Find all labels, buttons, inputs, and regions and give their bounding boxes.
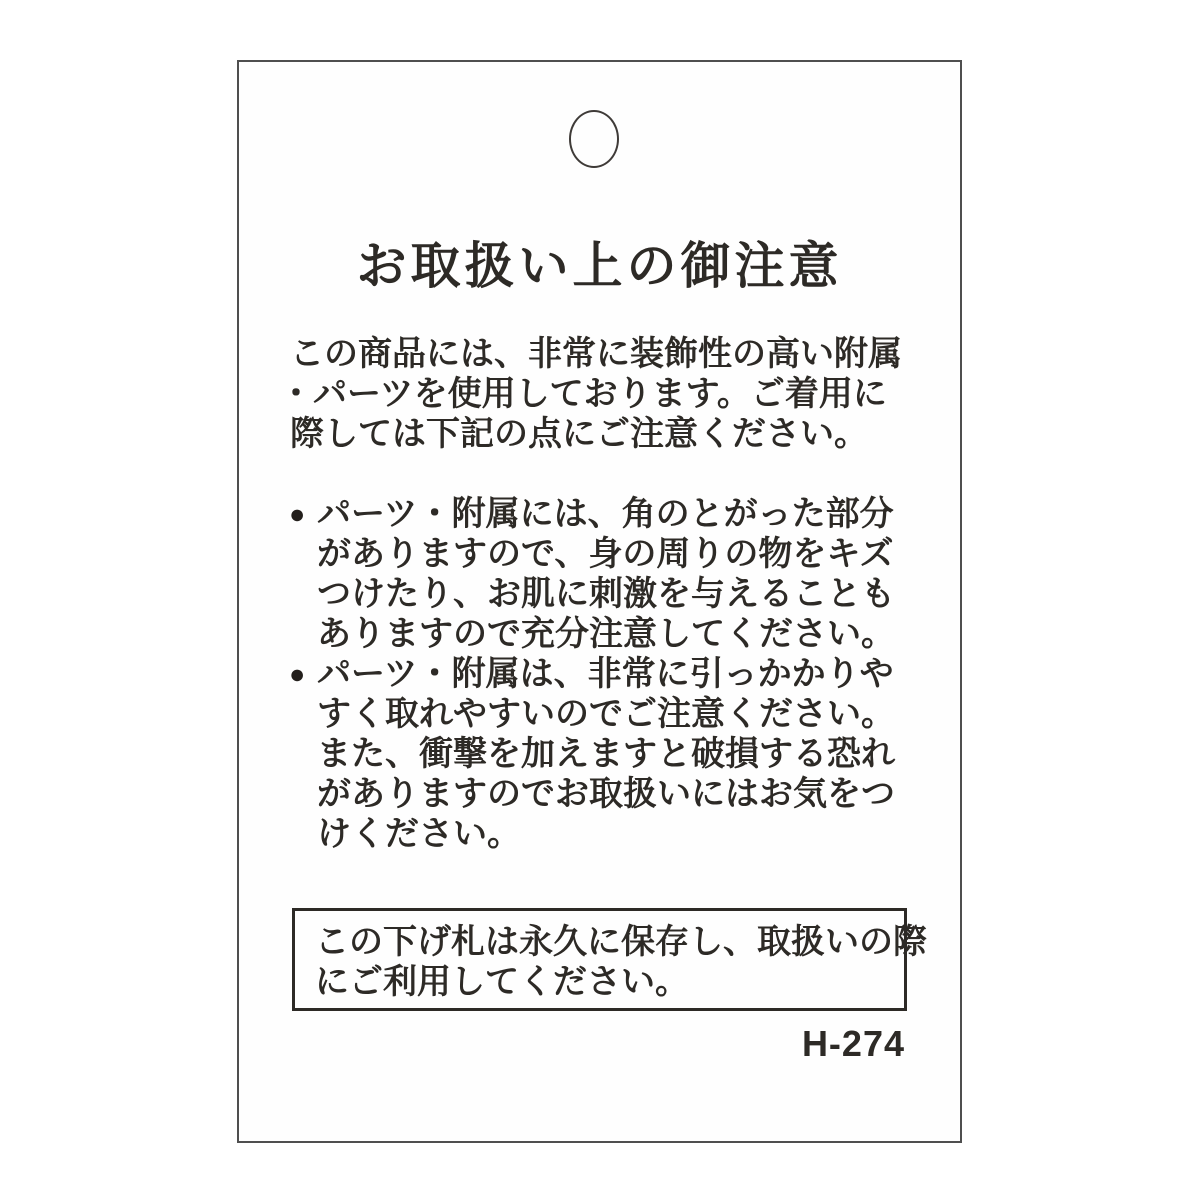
bullet-icon: ● xyxy=(289,499,306,529)
hang-hole xyxy=(569,110,619,168)
precaution-item-text xyxy=(317,654,895,854)
intro-line-1: この商品には、非常に装飾性の高い附属 xyxy=(290,335,902,373)
precaution-line: すく取れやすいのでご注意ください。 xyxy=(317,695,895,733)
precaution-list xyxy=(289,494,895,854)
precaution-item-sharp-parts xyxy=(289,494,895,654)
tag-title: お取扱い上の御注意 xyxy=(356,238,843,294)
product-code: H-274 xyxy=(801,1023,905,1064)
precaution-line: がありますので、身の周りの物をキズ xyxy=(317,535,894,573)
precaution-item-text xyxy=(317,494,895,654)
precaution-line: ありますので充分注意してください。 xyxy=(317,615,895,653)
notice-line-2: にご利用してください。 xyxy=(315,963,689,1001)
precaution-line: がありますのでお取扱いにはお気をつ xyxy=(317,775,895,813)
precaution-line: つけたり、お肌に刺激を与えることも xyxy=(317,575,895,613)
notice-box xyxy=(292,908,927,1011)
precaution-line: パーツ・附属は、非常に引っかかりや xyxy=(317,655,894,693)
precaution-item-fragile-parts xyxy=(289,654,895,854)
intro-line-2: ・パーツを使用しております。ご着用に xyxy=(279,375,887,413)
intro-line-3: 際しては下記の点にご注意ください。 xyxy=(290,415,868,453)
notice-line-1: この下げ札は永久に保存し、取扱いの際 xyxy=(315,923,927,961)
precaution-line: パーツ・附属には、角のとがった部分 xyxy=(317,495,894,533)
intro-paragraph xyxy=(279,334,902,454)
bullet-icon: ● xyxy=(289,659,306,689)
hang-tag xyxy=(237,60,962,1143)
precaution-line: また、衝撃を加えますと破損する恐れ xyxy=(317,735,895,773)
precaution-line: けください。 xyxy=(317,815,521,853)
